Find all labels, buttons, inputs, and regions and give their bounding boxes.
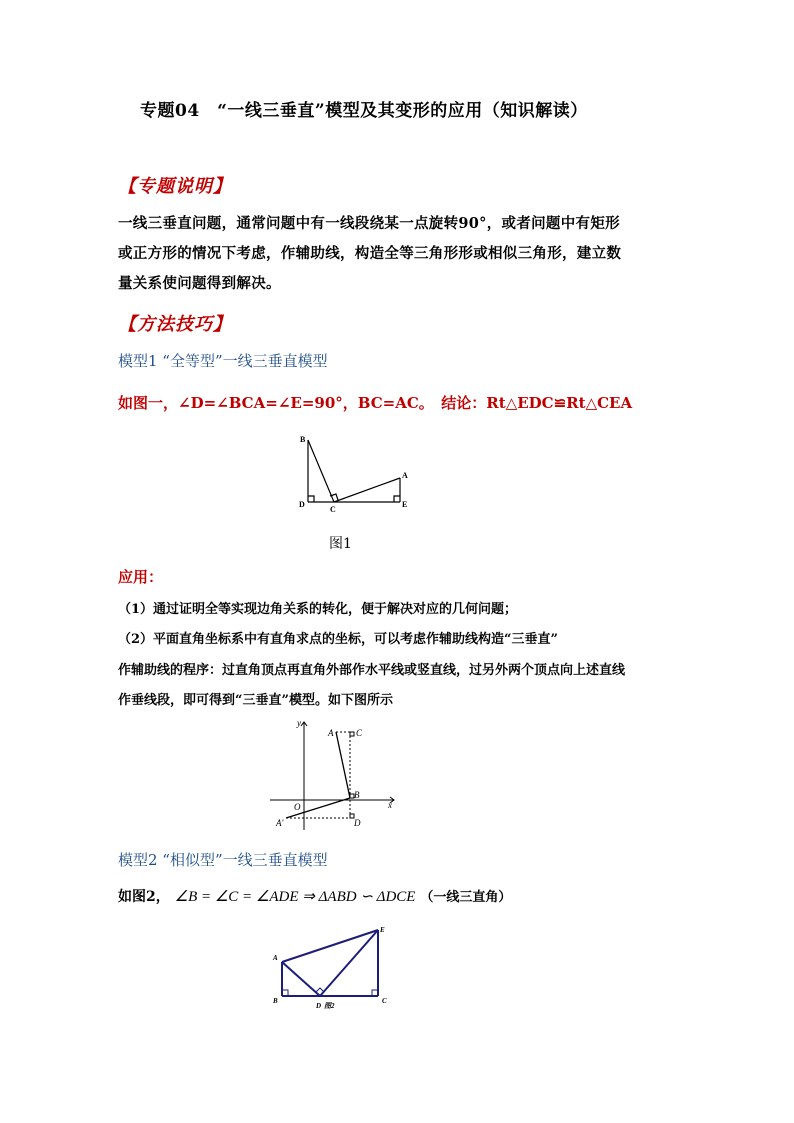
segment-bc (308, 440, 334, 502)
description-line-3: 量关系使问题得到解决。 (118, 275, 281, 292)
segment-ca (334, 478, 400, 502)
model2-statement-prefix: 如图2， (118, 889, 170, 905)
figure-1-caption: 图1 (329, 536, 352, 552)
application-heading: 应用： (118, 568, 164, 586)
label-O: O (294, 802, 301, 812)
label-C: C (356, 728, 363, 738)
model2-statement (118, 886, 511, 906)
model2-title: 模型2 “相似型”一线三垂直模型 (118, 851, 328, 869)
right-angle-e (394, 496, 400, 502)
label-E: E (402, 500, 408, 509)
right-angle-d (316, 988, 324, 992)
procedure-line-2: 作垂线段，即可得到“三垂直”模型。如下图所示 (118, 693, 393, 708)
label-B: B (354, 790, 360, 800)
section-heading-description: 【专题说明】 (118, 176, 232, 197)
label-C: C (330, 505, 336, 514)
description-line-2: 或正方形的情况下考虑，作辅助线，构造全等三角形形或相似三角形，建立数 (118, 245, 622, 262)
label-E: E (380, 926, 385, 934)
right-angle-d (308, 496, 314, 502)
section-heading-methods: 【方法技巧】 (118, 314, 232, 335)
model1-statement: 如图一，∠D=∠BCA=∠E=90°，BC=AC。 结论：Rt△EDC≌Rt△CEA (118, 394, 633, 412)
label-A: A (402, 471, 408, 480)
label-x: x (388, 800, 392, 810)
segment-ab (336, 732, 350, 798)
figure-1-diagram (290, 430, 420, 515)
label-y: y (297, 718, 301, 728)
page-title: 专题04 “一线三垂直”模型及其变形的应用（知识解读） (140, 101, 588, 121)
figure-2-caption: 图2 (324, 1002, 335, 1010)
model2-statement-math: ∠B = ∠C = ∠ADE ⇒ ΔABD ∽ ΔDCE (174, 889, 416, 905)
application-1: （1）通过证明全等实现边角关系的转化，便于解决对应的几何问题； (118, 602, 518, 617)
coordinate-diagram (270, 716, 402, 834)
figure-2-diagram (262, 920, 402, 1012)
model2-statement-note: （一线三直角） (420, 890, 512, 905)
application-2: （2）平面直角坐标系中有直角求点的坐标，可以考虑作辅助线构造“三垂直” (118, 632, 559, 647)
model1-title: 模型1 “全等型”一线三垂直模型 (118, 352, 328, 370)
label-D: D (299, 500, 305, 509)
label-A-prime: A' (276, 818, 284, 828)
right-angle-c (350, 732, 354, 736)
label-B: B (273, 997, 278, 1005)
label-C: C (382, 997, 387, 1005)
label-B: B (300, 435, 306, 444)
label-A: A (328, 728, 334, 738)
description-line-1: 一线三垂直问题，通常问题中有一线段绕某一点旋转90°，或者问题中有矩形 (118, 215, 620, 232)
label-D: D (316, 1002, 322, 1010)
label-D: D (354, 818, 361, 828)
procedure-line-1: 作辅助线的程序：过直角顶点再直角外部作水平线或竖直线，过另外两个顶点向上述直线 (118, 663, 626, 678)
label-A: A (273, 954, 278, 962)
